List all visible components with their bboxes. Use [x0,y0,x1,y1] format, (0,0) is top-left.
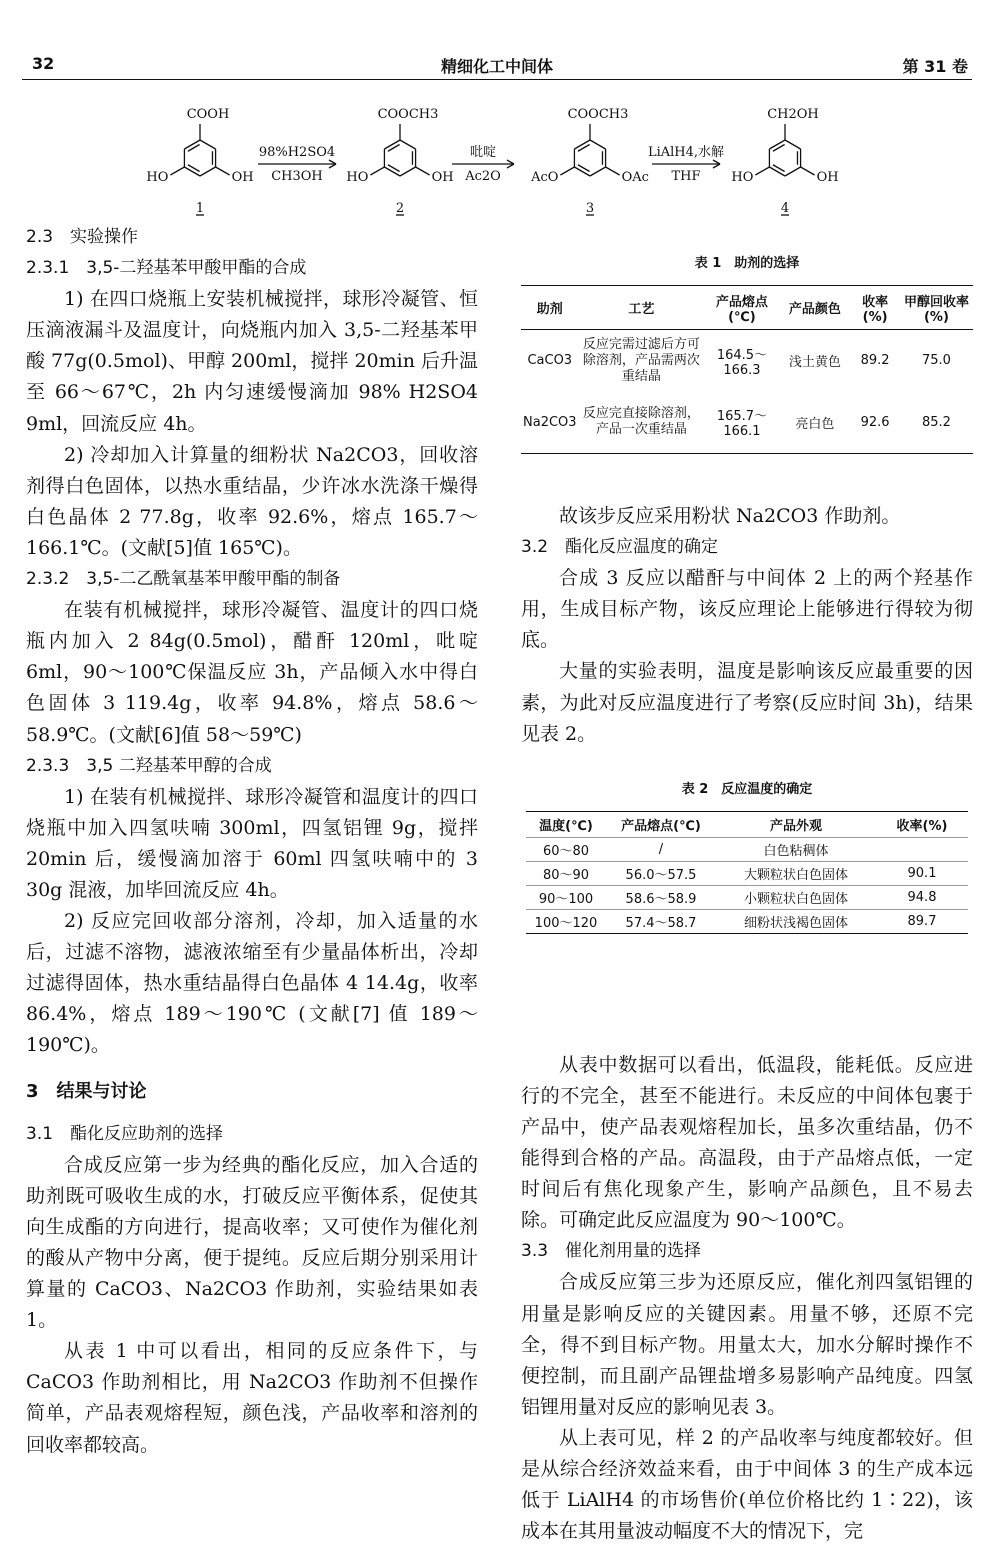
table-header: 工艺 [628,302,655,317]
ring-bond [184,140,200,149]
section-2-3-1: 2.3.1 3,5-二羟基苯甲酸甲酯的合成 [26,258,307,279]
table-header: 助剂 [536,302,563,317]
ring-bond [590,167,606,176]
ring-bond [184,167,200,176]
volume-label: 第 31 卷 [902,57,968,76]
ring-bond [400,167,416,176]
substituent-right: OH [231,170,254,185]
ring-bond [574,167,590,176]
table-cell: 反应完需过滤后方可除溶剂，产品需两次重结晶 [582,336,700,384]
table-2-caption: 表 2 反应温度的确定 [681,782,813,797]
table-header: 甲醇回收率(%) [903,294,969,325]
table-cell: 亮白色 [795,416,835,432]
ring-bond [384,140,400,149]
substituent-bond [606,167,620,175]
table-cell: 60～80 [526,838,606,862]
journal-name: 精细化工中间体 [440,57,553,76]
table-cell: 56.0～57.5 [606,862,716,886]
substituent-bond [560,167,574,175]
ring-bond [384,167,400,176]
table-cell: 57.4～58.7 [606,910,716,934]
paragraph: 合成 3 反应以醋酐与中间体 2 上的两个羟基作用，生成目标产物，该反应理论上能够进行得较为彻底。 [521,567,973,652]
table-1 [521,252,973,454]
ring-bond [200,167,216,176]
table-cell: 90.1 [876,862,968,886]
substituent-left: HO [146,170,169,185]
table-row [526,838,968,862]
paragraph: 故该步反应采用粉状 Na2CO3 作助剂。 [559,505,901,527]
substituent-left: HO [346,170,369,185]
ring-bond [785,167,801,176]
ring-bond [590,140,606,149]
substituent-left: AcO [531,170,559,185]
section-2-3: 2.3 实验操作 [26,227,139,247]
table-cell: 75.0 [921,353,951,369]
reagent-below: THF [671,169,701,184]
substituent-top: CH2OH [767,107,819,122]
substituent-bond [370,167,384,175]
table-header: 收率(%) [896,819,948,834]
table-header: 产品熔点(℃) [621,819,701,834]
table-cell: 100～120 [526,910,606,934]
paragraph: 在装有机械搅拌，球形冷凝管、温度计的四口烧瓶内加入 2 84g(0.5mol)，醋酐 120ml，吡啶 6ml，90～100℃保温反应 3h，产品倾入水中得白色固体 3 119.4g，收率 94.8%，熔点 58.6～58.9℃。(文献[6]值 58～59℃) [26,599,478,746]
compound-number: 2 [395,201,405,216]
table-row [521,330,973,392]
section-3-2: 3.2 酯化反应温度的确定 [521,537,719,558]
reagent-above: LiAlH4,水解 [647,145,725,160]
table-cell: 89.2 [860,353,890,369]
left-column [26,222,478,1461]
section-2-3-3: 2.3.3 3,5 二羟基苯甲醇的合成 [26,755,272,776]
substituent-bond [416,167,430,175]
reagent-above: 吡啶 [469,145,497,160]
paragraph: 从表中数据可以看出，低温段，能耗低。反应进行的不完全，甚至不能进行。未反应的中间体包裹于产品中，使产品表观熔程加长，虽多次重结晶，仍不能得到合格的产品。高温段，由于产品熔点低，一定时间后有焦化现象产生，影响产品颜色，且不易去除。可确定此反应温度为 90～100℃。 [521,1053,973,1232]
table-cell: 89.7 [876,910,968,934]
table-cell: 80～90 [526,862,606,886]
table-cell: 94.8 [876,886,968,910]
paragraph: 合成反应第一步为经典的酯化反应，加入合适的助剂既可吸收生成的水，打破反应平衡体系，促使其向生成酯的方向进行，提高收率；又可使作为催化剂的酸从产物中分离，便于提纯。反应后期分别采用计算量的 CaCO3、Na2CO3 作助剂，实验结果如表 1。 [26,1153,478,1332]
substituent-bond [170,167,184,175]
ring-bond [574,140,590,149]
table-cell: 90～100 [526,886,606,910]
paragraph: 合成反应第三步为还原反应，催化剂四氢铝锂的用量是影响反应的关键因素。用量不够，还原不完全，得不到目标产物。用量太大，加水分解时操作不便控制，而且副产品锂盐增多易影响产品纯度。四氢铝锂用量对反应的影响见表 3。 [521,1271,973,1418]
reagent-above: 98%H2SO4 [258,145,336,160]
substituent-right: OH [816,170,839,185]
substituent-top: COOCH3 [567,107,629,122]
ring-bond [400,140,416,149]
reagent-below: Ac2O [465,169,501,184]
paragraph: 1) 在装有机械搅拌、球形冷凝管和温度计的四口烧瓶中加入四氢呋喃 300ml，四氢铝锂 9g，搅拌 20min 后，缓慢滴加溶于 60ml 四氢呋喃中的 3 30g 混液，加毕回流反应 4h。 [26,785,478,901]
table-cell: 85.2 [921,414,951,430]
paragraph: 2) 冷却加入计算量的细粉状 Na2CO3，回收溶剂得白色固体，以热水重结晶，少许冰水洗涤干燥得白色晶体 2 77.8g，收率 92.6%，熔点 165.7～166.1℃。(文献[5]值 165℃)。 [26,443,478,559]
paragraph: 从上表可见，样 2 的产品收率与纯度都较好。但是从综合经济效益来看，由于中间体 3 的生产成本远低于 LiAlH4 的市场售价(单位价格比约 1∶22)，该成本在其用量波动幅度不大的情况下，完 [521,1426,973,1543]
table-row [526,862,968,886]
paragraph: 1) 在四口烧瓶上安装机械搅拌，球形冷凝管、恒压滴液漏斗及温度计，向烧瓶内加入 3,5-二羟基苯甲酸 77g(0.5mol)、甲醇 200ml，搅拌 20min 后升温至 66～67℃，2h 内匀速缓慢滴加 98% H2SO4 9ml，回流反应 4h。 [26,288,478,435]
substituent-left: HO [731,170,754,185]
substituent-bond [755,167,769,175]
table-cell [876,838,968,862]
table-header: 收率(%) [862,294,889,325]
table-row [521,392,973,454]
section-2-3-2: 2.3.2 3,5-二乙酰氧基苯甲酸甲酯的制备 [26,569,341,590]
substituent-right: OAc [621,170,649,185]
reagent-below: CH3OH [271,169,323,184]
substituent-top: COOH [186,107,230,122]
compound-number: 1 [195,201,205,216]
running-header [22,50,972,80]
table-cell: 白色粘稠体 [716,838,876,862]
table-1-caption: 表 1 助剂的选择 [694,256,800,271]
table-cell: 92.6 [860,414,890,430]
table-cell: 细粉状浅褐色固体 [716,910,876,934]
table-header: 产品颜色 [788,302,841,317]
ring-bond [785,140,801,149]
table-cell: CaCO3 [527,353,573,369]
table-cell: / [606,838,716,862]
table-cell: 大颗粒状白色固体 [716,862,876,886]
page-number: 32 [32,54,55,73]
table-cell: 反应完直接除溶剂，产品一次重结晶 [582,406,700,438]
table-cell: 165.7～166.1 [716,409,768,440]
table-cell: Na2CO3 [523,414,577,430]
substituent-bond [801,167,815,175]
section-3-1: 3.1 酯化反应助剂的选择 [26,1123,224,1144]
section-3-3: 3.3 催化剂用量的选择 [521,1241,702,1262]
substituent-bond [216,167,230,175]
paragraph: 2) 反应完回收部分溶剂，冷却，加入适量的水后，过滤不溶物，滤液浓缩至有少量晶体析出，冷却过滤得固体，热水重结晶得白色晶体 4 14.4g，收率 86.4%，熔点 189～190℃ (文献[7] 值 189～190℃)。 [26,910,478,1057]
section-3: 3 结果与讨论 [26,1080,147,1102]
substituent-top: COOCH3 [377,107,439,122]
right-column [521,501,973,1547]
table-2 [526,778,968,934]
ring-bond [769,140,785,149]
table-cell: 小颗粒状白色固体 [716,886,876,910]
table-header: 产品外观 [769,819,822,834]
paragraph: 大量的实验表明，温度是影响该反应最重要的因素，为此对反应温度进行了考察(反应时间 3h)，结果见表 2。 [521,660,973,745]
table-header: 温度(℃) [539,819,593,834]
table-cell: 58.6～58.9 [606,886,716,910]
table-row [526,886,968,910]
ring-bond [769,167,785,176]
table-cell: 164.5～166.3 [716,347,768,378]
compound-number: 4 [780,201,790,216]
reaction-scheme [140,100,900,220]
compound-number: 3 [585,201,595,216]
table-header: 产品熔点(℃) [715,294,768,325]
substituent-right: OH [431,170,454,185]
table-row [526,910,968,934]
table-cell: 浅土黄色 [788,355,841,371]
ring-bond [200,140,216,149]
paragraph: 从表 1 中可以看出，相同的反应条件下，与 CaCO3 作助剂相比，用 Na2CO3 作助剂不但操作简单，产品表观熔程短，颜色浅，产品收率和溶剂的回收率都较高。 [26,1340,478,1456]
